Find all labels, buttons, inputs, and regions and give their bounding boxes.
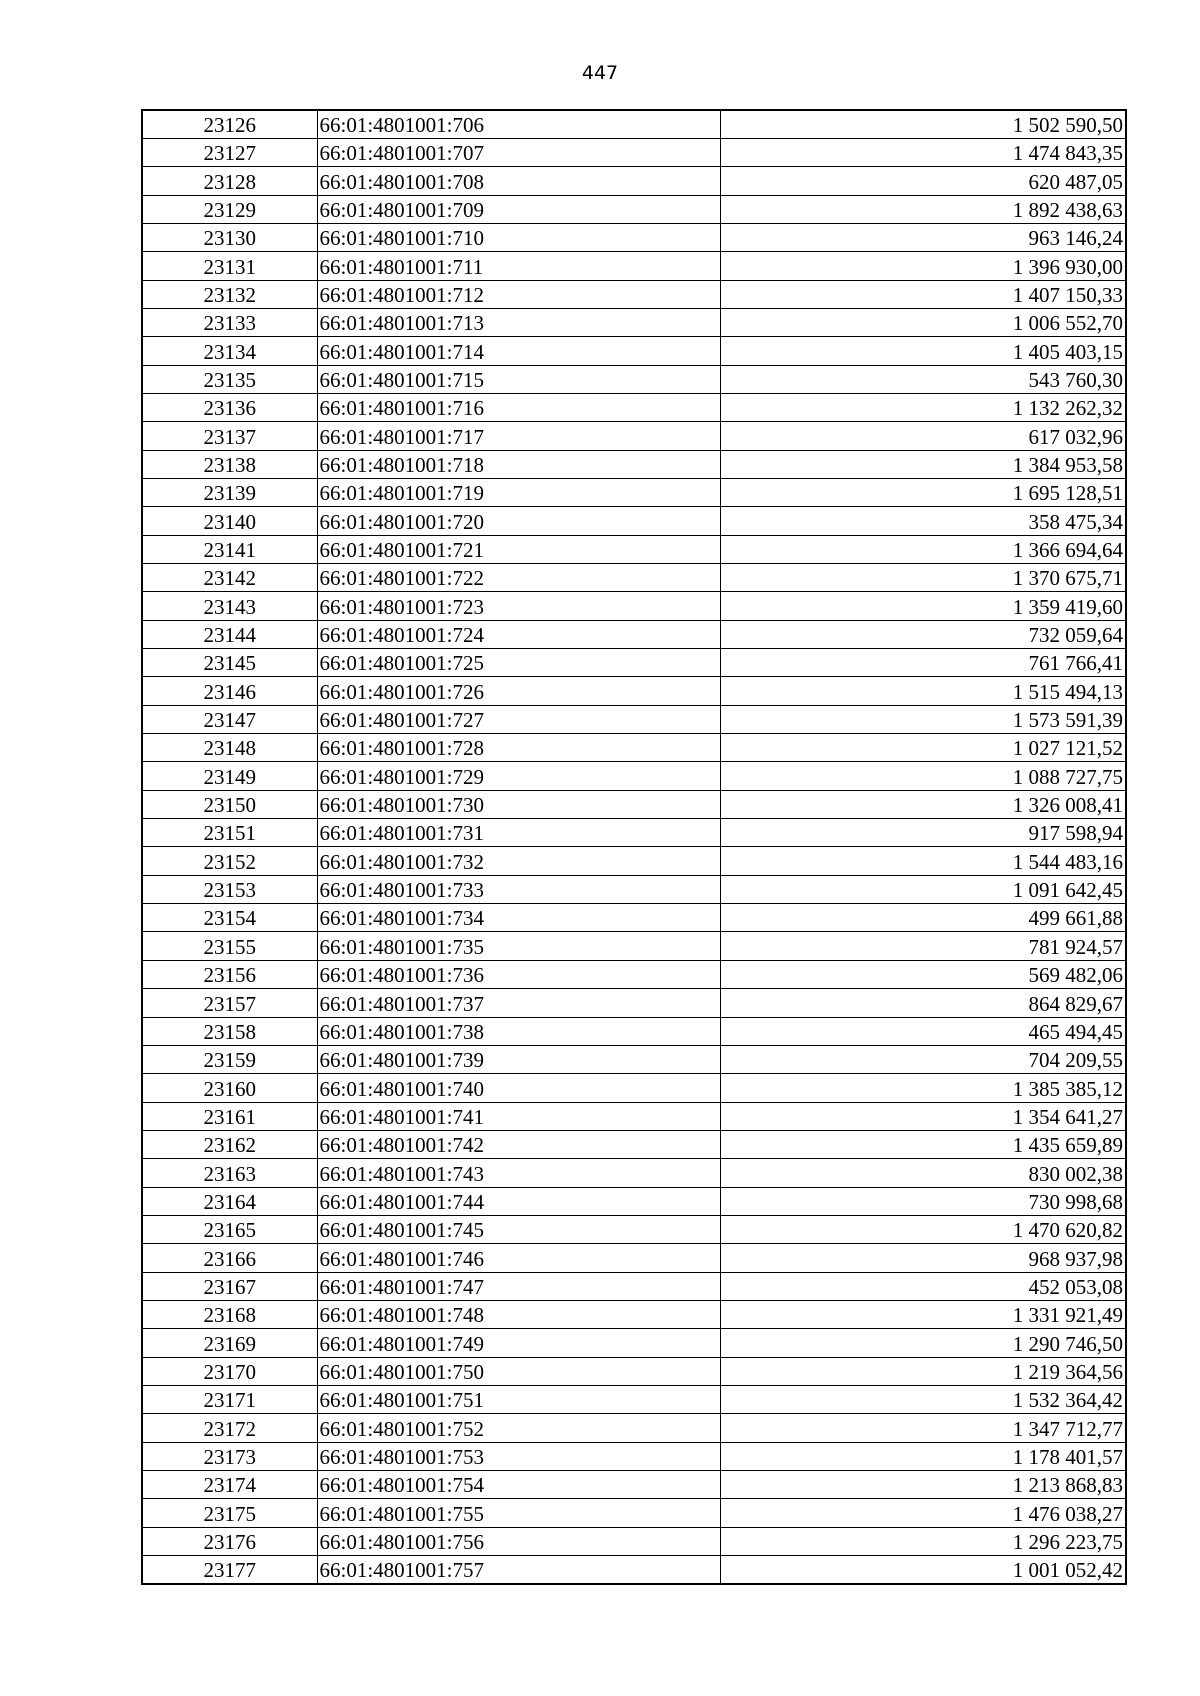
cadastral-number-cell: 66:01:4801001:724	[317, 620, 720, 648]
table-row	[142, 1187, 1126, 1215]
cadastral-value-cell: 465 494,45	[720, 1017, 1126, 1045]
table-row	[142, 308, 1126, 336]
cadastral-number-cell: 66:01:4801001:737	[317, 989, 720, 1017]
cadastral-number-cell: 66:01:4801001:744	[317, 1187, 720, 1215]
cadastral-value-cell: 1 892 438,63	[720, 195, 1126, 223]
table-row	[142, 252, 1126, 280]
table-row	[142, 110, 1126, 138]
cadastral-number-cell: 66:01:4801001:726	[317, 677, 720, 705]
cadastral-value-cell: 917 598,94	[720, 819, 1126, 847]
row-number-cell: 23172	[142, 1414, 317, 1442]
row-number-cell: 23161	[142, 1102, 317, 1130]
row-number-cell: 23154	[142, 904, 317, 932]
table-row	[142, 564, 1126, 592]
table-row	[142, 592, 1126, 620]
table-row	[142, 1045, 1126, 1073]
table-row	[142, 478, 1126, 506]
cadastral-value-cell: 1 396 930,00	[720, 252, 1126, 280]
table-row	[142, 649, 1126, 677]
table-row	[142, 195, 1126, 223]
row-number-cell: 23177	[142, 1556, 317, 1584]
table-row	[142, 677, 1126, 705]
cadastral-value-cell: 1 091 642,45	[720, 875, 1126, 903]
table-row	[142, 819, 1126, 847]
table-row	[142, 1017, 1126, 1045]
table-row	[142, 1329, 1126, 1357]
cadastral-value-cell: 730 998,68	[720, 1187, 1126, 1215]
row-number-cell: 23151	[142, 819, 317, 847]
row-number-cell: 23128	[142, 167, 317, 195]
row-number-cell: 23133	[142, 308, 317, 336]
cadastral-value-cell: 1 470 620,82	[720, 1215, 1126, 1243]
cadastral-value-cell: 1 384 953,58	[720, 450, 1126, 478]
table-row	[142, 1357, 1126, 1385]
row-number-cell: 23169	[142, 1329, 317, 1357]
cadastral-number-cell: 66:01:4801001:730	[317, 790, 720, 818]
row-number-cell: 23175	[142, 1499, 317, 1527]
row-number-cell: 23176	[142, 1527, 317, 1555]
cadastral-number-cell: 66:01:4801001:733	[317, 875, 720, 903]
row-number-cell: 23126	[142, 110, 317, 138]
cadastral-value-cell: 1 027 121,52	[720, 734, 1126, 762]
table-row	[142, 989, 1126, 1017]
table-row	[142, 705, 1126, 733]
cadastral-value-cell: 1 088 727,75	[720, 762, 1126, 790]
cadastral-value-cell: 1 219 364,56	[720, 1357, 1126, 1385]
cadastral-value-cell: 1 544 483,16	[720, 847, 1126, 875]
table-row	[142, 932, 1126, 960]
row-number-cell: 23143	[142, 592, 317, 620]
cadastral-value-cell: 452 053,08	[720, 1272, 1126, 1300]
row-number-cell: 23157	[142, 989, 317, 1017]
cadastral-number-cell: 66:01:4801001:756	[317, 1527, 720, 1555]
cadastral-number-cell: 66:01:4801001:706	[317, 110, 720, 138]
cadastral-number-cell: 66:01:4801001:712	[317, 280, 720, 308]
row-number-cell: 23145	[142, 649, 317, 677]
cadastral-number-cell: 66:01:4801001:748	[317, 1300, 720, 1328]
cadastral-number-cell: 66:01:4801001:721	[317, 535, 720, 563]
cadastral-value-table	[141, 109, 1127, 1585]
row-number-cell: 23163	[142, 1159, 317, 1187]
table-row	[142, 960, 1126, 988]
cadastral-number-cell: 66:01:4801001:757	[317, 1556, 720, 1584]
cadastral-value-cell: 1 347 712,77	[720, 1414, 1126, 1442]
row-number-cell: 23144	[142, 620, 317, 648]
table-row	[142, 1300, 1126, 1328]
cadastral-number-cell: 66:01:4801001:734	[317, 904, 720, 932]
cadastral-number-cell: 66:01:4801001:719	[317, 478, 720, 506]
cadastral-value-cell: 1 326 008,41	[720, 790, 1126, 818]
cadastral-number-cell: 66:01:4801001:714	[317, 337, 720, 365]
row-number-cell: 23166	[142, 1244, 317, 1272]
cadastral-value-cell: 1 006 552,70	[720, 308, 1126, 336]
row-number-cell: 23158	[142, 1017, 317, 1045]
cadastral-value-cell: 1 290 746,50	[720, 1329, 1126, 1357]
table-row	[142, 1159, 1126, 1187]
table-row	[142, 393, 1126, 421]
cadastral-number-cell: 66:01:4801001:736	[317, 960, 720, 988]
row-number-cell: 23146	[142, 677, 317, 705]
cadastral-number-cell: 66:01:4801001:753	[317, 1442, 720, 1470]
cadastral-number-cell: 66:01:4801001:718	[317, 450, 720, 478]
cadastral-number-cell: 66:01:4801001:715	[317, 365, 720, 393]
row-number-cell: 23162	[142, 1130, 317, 1158]
row-number-cell: 23142	[142, 564, 317, 592]
cadastral-number-cell: 66:01:4801001:750	[317, 1357, 720, 1385]
table-row	[142, 1272, 1126, 1300]
row-number-cell: 23139	[142, 478, 317, 506]
table-row	[142, 875, 1126, 903]
row-number-cell: 23135	[142, 365, 317, 393]
table-row	[142, 1385, 1126, 1413]
cadastral-value-cell: 1 213 868,83	[720, 1471, 1126, 1499]
table-row	[142, 535, 1126, 563]
table-row	[142, 904, 1126, 932]
cadastral-value-cell: 1 385 385,12	[720, 1074, 1126, 1102]
table-row	[142, 1414, 1126, 1442]
cadastral-value-cell: 1 354 641,27	[720, 1102, 1126, 1130]
row-number-cell: 23134	[142, 337, 317, 365]
cadastral-number-cell: 66:01:4801001:716	[317, 393, 720, 421]
cadastral-number-cell: 66:01:4801001:708	[317, 167, 720, 195]
cadastral-value-cell: 1 405 403,15	[720, 337, 1126, 365]
cadastral-number-cell: 66:01:4801001:723	[317, 592, 720, 620]
cadastral-value-cell: 1 474 843,35	[720, 138, 1126, 166]
row-number-cell: 23168	[142, 1300, 317, 1328]
table-row	[142, 790, 1126, 818]
cadastral-number-cell: 66:01:4801001:751	[317, 1385, 720, 1413]
cadastral-value-cell: 1 532 364,42	[720, 1385, 1126, 1413]
table-row	[142, 1130, 1126, 1158]
cadastral-number-cell: 66:01:4801001:743	[317, 1159, 720, 1187]
row-number-cell: 23130	[142, 223, 317, 251]
table-row	[142, 223, 1126, 251]
table-row	[142, 1527, 1126, 1555]
cadastral-number-cell: 66:01:4801001:747	[317, 1272, 720, 1300]
row-number-cell: 23171	[142, 1385, 317, 1413]
row-number-cell: 23153	[142, 875, 317, 903]
table-row	[142, 167, 1126, 195]
cadastral-value-cell: 569 482,06	[720, 960, 1126, 988]
row-number-cell: 23173	[142, 1442, 317, 1470]
cadastral-value-cell: 1 435 659,89	[720, 1130, 1126, 1158]
cadastral-value-cell: 1 178 401,57	[720, 1442, 1126, 1470]
cadastral-value-cell: 543 760,30	[720, 365, 1126, 393]
row-number-cell: 23141	[142, 535, 317, 563]
cadastral-number-cell: 66:01:4801001:738	[317, 1017, 720, 1045]
row-number-cell: 23129	[142, 195, 317, 223]
cadastral-value-cell: 781 924,57	[720, 932, 1126, 960]
row-number-cell: 23152	[142, 847, 317, 875]
cadastral-value-cell: 1 331 921,49	[720, 1300, 1126, 1328]
row-number-cell: 23131	[142, 252, 317, 280]
cadastral-value-cell: 358 475,34	[720, 507, 1126, 535]
cadastral-number-cell: 66:01:4801001:741	[317, 1102, 720, 1130]
table-row	[142, 280, 1126, 308]
row-number-cell: 23174	[142, 1471, 317, 1499]
page-number: 447	[581, 62, 619, 84]
cadastral-value-cell: 968 937,98	[720, 1244, 1126, 1272]
row-number-cell: 23148	[142, 734, 317, 762]
table-row	[142, 1102, 1126, 1130]
cadastral-number-cell: 66:01:4801001:745	[317, 1215, 720, 1243]
cadastral-number-cell: 66:01:4801001:746	[317, 1244, 720, 1272]
cadastral-number-cell: 66:01:4801001:749	[317, 1329, 720, 1357]
cadastral-value-cell: 704 209,55	[720, 1045, 1126, 1073]
row-number-cell: 23167	[142, 1272, 317, 1300]
table-row	[142, 337, 1126, 365]
cadastral-value-cell: 1 515 494,13	[720, 677, 1126, 705]
cadastral-number-cell: 66:01:4801001:754	[317, 1471, 720, 1499]
table-row	[142, 734, 1126, 762]
table-row	[142, 507, 1126, 535]
table-row	[142, 1556, 1126, 1584]
table-row	[142, 847, 1126, 875]
cadastral-number-cell: 66:01:4801001:720	[317, 507, 720, 535]
table-row	[142, 1215, 1126, 1243]
table-row	[142, 1442, 1126, 1470]
row-number-cell: 23138	[142, 450, 317, 478]
cadastral-value-cell: 761 766,41	[720, 649, 1126, 677]
table-row	[142, 620, 1126, 648]
row-number-cell: 23127	[142, 138, 317, 166]
row-number-cell: 23137	[142, 422, 317, 450]
row-number-cell: 23132	[142, 280, 317, 308]
cadastral-value-cell: 830 002,38	[720, 1159, 1126, 1187]
cadastral-number-cell: 66:01:4801001:727	[317, 705, 720, 733]
cadastral-value-cell: 1 296 223,75	[720, 1527, 1126, 1555]
cadastral-value-cell: 1 001 052,42	[720, 1556, 1126, 1584]
row-number-cell: 23164	[142, 1187, 317, 1215]
row-number-cell: 23156	[142, 960, 317, 988]
cadastral-number-cell: 66:01:4801001:739	[317, 1045, 720, 1073]
cadastral-value-cell: 1 132 262,32	[720, 393, 1126, 421]
cadastral-number-cell: 66:01:4801001:713	[317, 308, 720, 336]
cadastral-number-cell: 66:01:4801001:742	[317, 1130, 720, 1158]
cadastral-value-cell: 1 695 128,51	[720, 478, 1126, 506]
cadastral-number-cell: 66:01:4801001:711	[317, 252, 720, 280]
row-number-cell: 23159	[142, 1045, 317, 1073]
cadastral-number-cell: 66:01:4801001:731	[317, 819, 720, 847]
cadastral-number-cell: 66:01:4801001:709	[317, 195, 720, 223]
table-row	[142, 450, 1126, 478]
cadastral-number-cell: 66:01:4801001:722	[317, 564, 720, 592]
table-row	[142, 138, 1126, 166]
cadastral-number-cell: 66:01:4801001:707	[317, 138, 720, 166]
table-body	[142, 110, 1126, 1584]
row-number-cell: 23160	[142, 1074, 317, 1102]
cadastral-value-cell: 864 829,67	[720, 989, 1126, 1017]
cadastral-number-cell: 66:01:4801001:710	[317, 223, 720, 251]
cadastral-number-cell: 66:01:4801001:752	[317, 1414, 720, 1442]
row-number-cell: 23155	[142, 932, 317, 960]
table-row	[142, 422, 1126, 450]
table-row	[142, 1499, 1126, 1527]
cadastral-value-cell: 1 407 150,33	[720, 280, 1126, 308]
cadastral-value-cell: 620 487,05	[720, 167, 1126, 195]
row-number-cell: 23149	[142, 762, 317, 790]
cadastral-value-cell: 1 502 590,50	[720, 110, 1126, 138]
cadastral-value-cell: 732 059,64	[720, 620, 1126, 648]
row-number-cell: 23140	[142, 507, 317, 535]
cadastral-value-cell: 963 146,24	[720, 223, 1126, 251]
row-number-cell: 23136	[142, 393, 317, 421]
cadastral-number-cell: 66:01:4801001:728	[317, 734, 720, 762]
cadastral-number-cell: 66:01:4801001:717	[317, 422, 720, 450]
row-number-cell: 23170	[142, 1357, 317, 1385]
cadastral-value-cell: 1 366 694,64	[720, 535, 1126, 563]
table-row	[142, 365, 1126, 393]
table-row	[142, 1074, 1126, 1102]
cadastral-value-cell: 1 359 419,60	[720, 592, 1126, 620]
row-number-cell: 23150	[142, 790, 317, 818]
table-row	[142, 1244, 1126, 1272]
table-row	[142, 1471, 1126, 1499]
cadastral-number-cell: 66:01:4801001:725	[317, 649, 720, 677]
cadastral-number-cell: 66:01:4801001:755	[317, 1499, 720, 1527]
cadastral-number-cell: 66:01:4801001:740	[317, 1074, 720, 1102]
cadastral-number-cell: 66:01:4801001:732	[317, 847, 720, 875]
cadastral-value-cell: 617 032,96	[720, 422, 1126, 450]
row-number-cell: 23165	[142, 1215, 317, 1243]
cadastral-number-cell: 66:01:4801001:735	[317, 932, 720, 960]
cadastral-number-cell: 66:01:4801001:729	[317, 762, 720, 790]
table-row	[142, 762, 1126, 790]
cadastral-value-cell: 1 573 591,39	[720, 705, 1126, 733]
cadastral-value-cell: 1 476 038,27	[720, 1499, 1126, 1527]
cadastral-value-cell: 1 370 675,71	[720, 564, 1126, 592]
row-number-cell: 23147	[142, 705, 317, 733]
cadastral-value-cell: 499 661,88	[720, 904, 1126, 932]
